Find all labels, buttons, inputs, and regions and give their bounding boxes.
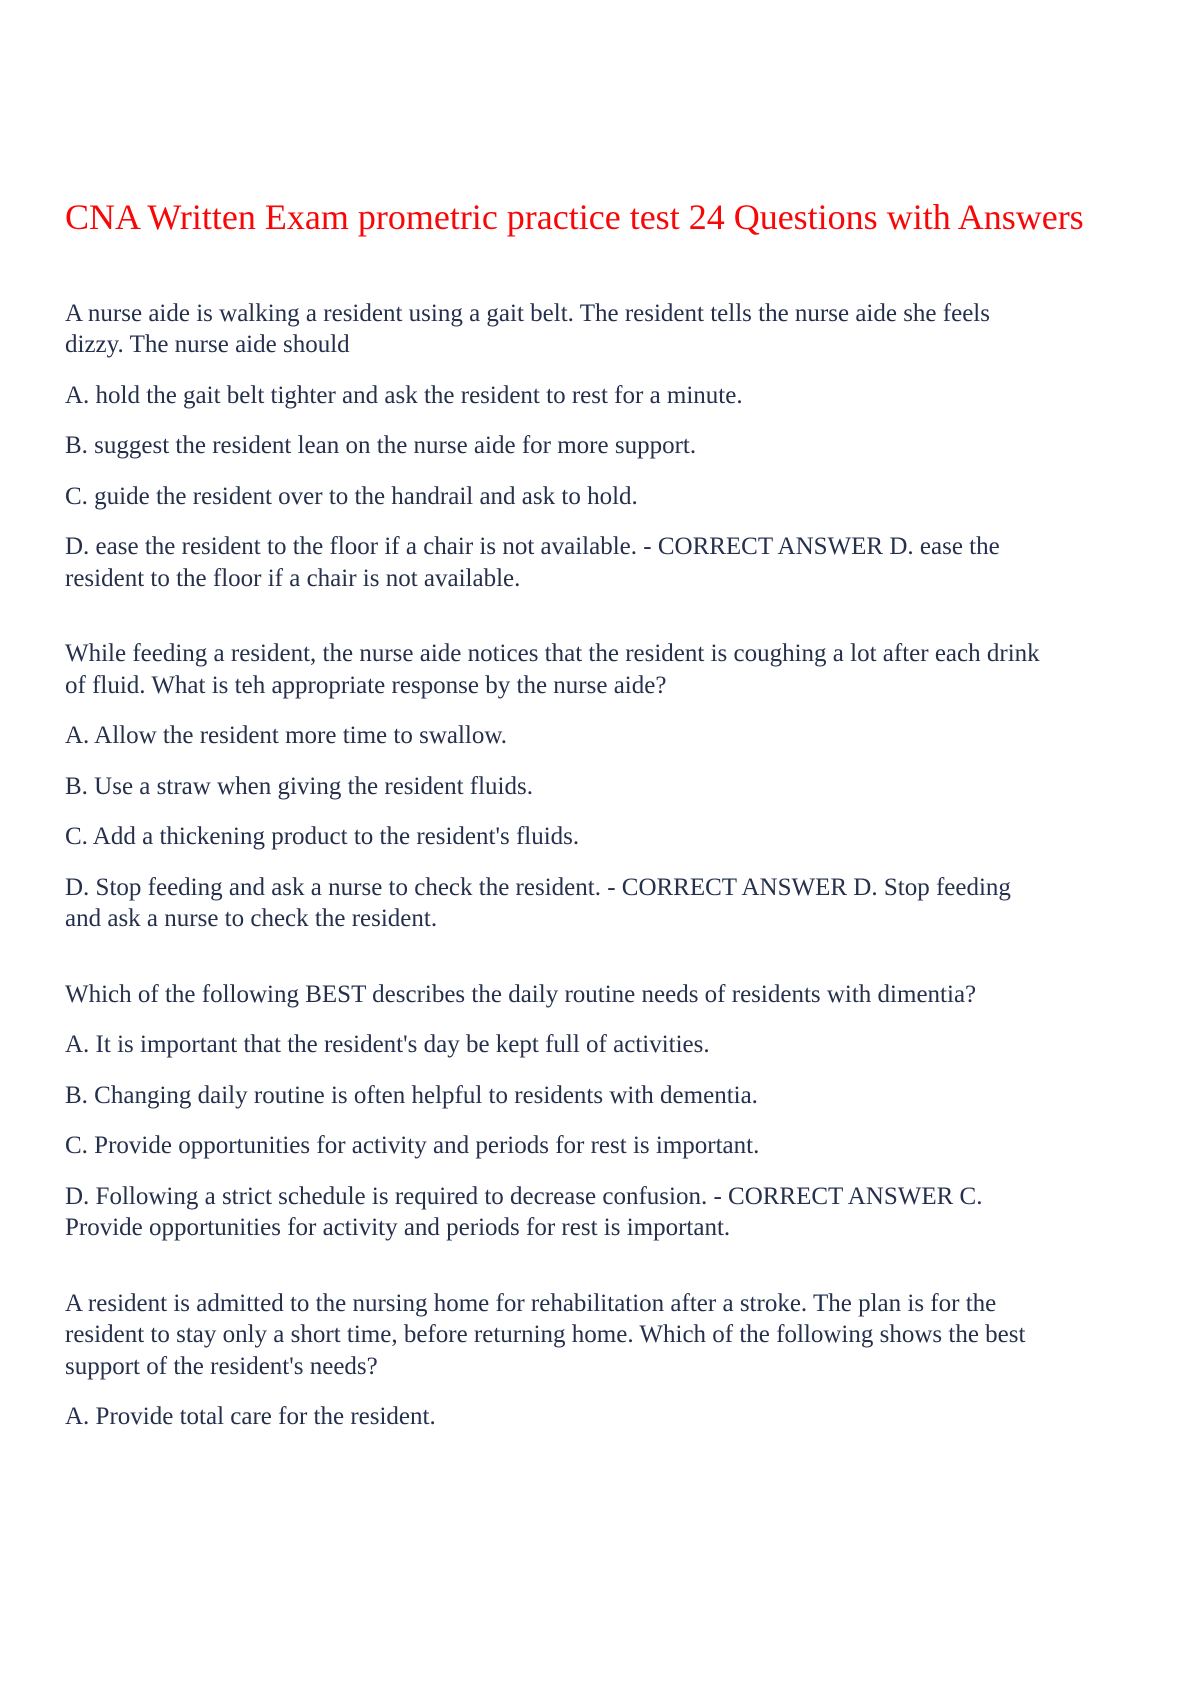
question-text: A nurse aide is walking a resident using a gait belt. The resident tells the nurse aide she feels dizzy. The nurse aide should (65, 299, 990, 359)
document-title: CNA Written Exam prometric practice test 24 Questions with Answers (65, 197, 1084, 237)
question-text: A resident is admitted to the nursing home for rehabilitation after a stroke. The plan is for the resident to stay only a short time, before returning home. Which of the following shows the best support of the resident's needs? (65, 1289, 1026, 1380)
answer-option: C. Add a thickening product to the resident's fluids. (65, 823, 580, 851)
answer-option: A. hold the gait belt tighter and ask the resident to rest for a minute. (65, 381, 743, 409)
answer-option: D. Following a strict schedule is required to decrease confusion. - CORRECT ANSWER C. Provide opportunities for activity and periods for rest is important. (65, 1182, 983, 1242)
answer-option: B. Changing daily routine is often helpful to residents with dementia. (65, 1081, 758, 1109)
document-body (65, 298, 1045, 1433)
question-block (65, 979, 1045, 1244)
answer-option: B. Use a straw when giving the resident fluids. (65, 772, 533, 800)
answer-option: B. suggest the resident lean on the nurse aide for more support. (65, 432, 697, 460)
answer-option: A. Provide total care for the resident. (65, 1403, 436, 1431)
answer-option: A. It is important that the resident's day be kept full of activities. (65, 1031, 710, 1059)
question-block (65, 638, 1045, 935)
question-block (65, 298, 1045, 595)
question-block (65, 1288, 1045, 1433)
answer-option: D. ease the resident to the floor if a chair is not available. - CORRECT ANSWER D. ease the resident to the floor if a chair is not available. (65, 533, 1000, 592)
answer-option: C. Provide opportunities for activity and periods for rest is important. (65, 1132, 760, 1160)
answer-option: D. Stop feeding and ask a nurse to check the resident. - CORRECT ANSWER D. Stop feeding and ask a nurse to check the resident. (65, 873, 1011, 933)
answer-option: A. Allow the resident more time to swallow. (65, 722, 508, 750)
question-text: Which of the following BEST describes the daily routine needs of residents with dimentia? (65, 980, 977, 1008)
question-text: While feeding a resident, the nurse aide notices that the resident is coughing a lot after each drink of fluid. What is teh appropriate response by the nurse aide? (65, 640, 1040, 699)
answer-option: C. guide the resident over to the handrail and ask to hold. (65, 482, 638, 510)
